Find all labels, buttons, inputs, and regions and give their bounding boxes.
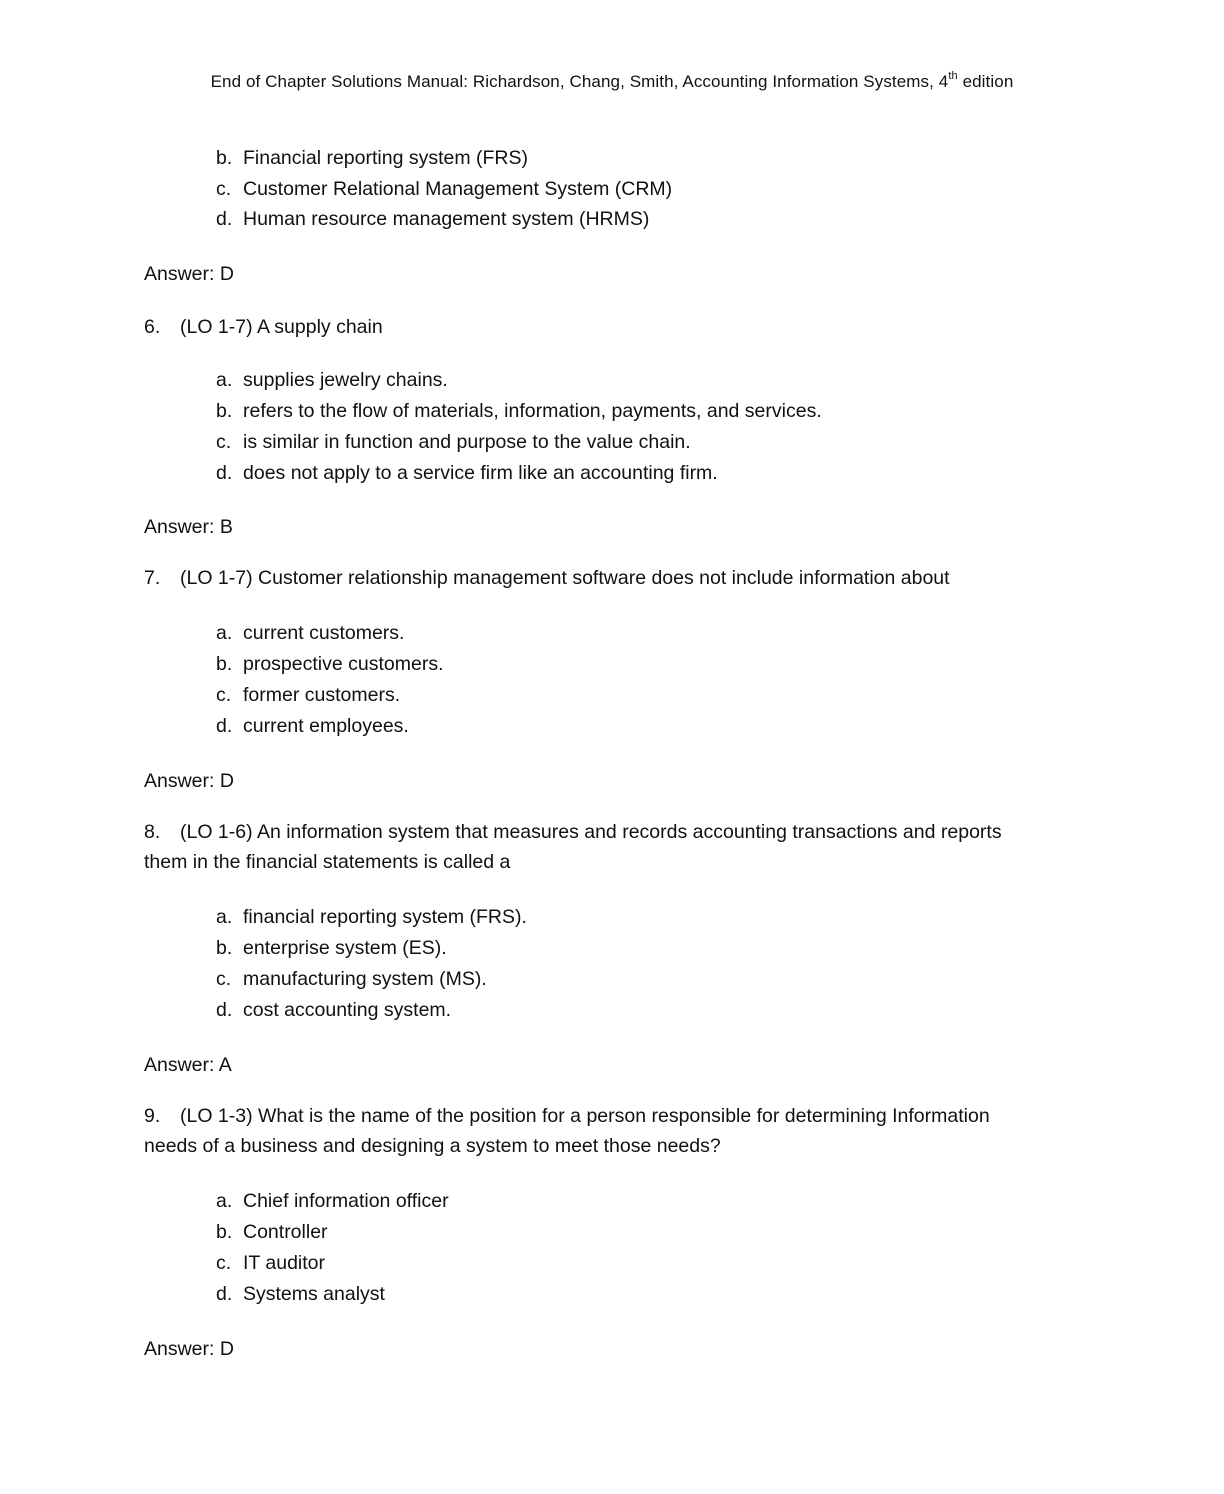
option-letter: c. (216, 968, 232, 990)
option-letter: b. (216, 400, 233, 422)
answer-line: Answer: B (144, 516, 233, 538)
page-header (0, 72, 1224, 92)
answer-line: Answer: D (144, 1338, 234, 1360)
option-letter: d. (216, 715, 233, 737)
option-text: is similar in function and purpose to the value chain. (243, 431, 691, 453)
question-text: (LO 1-6) An information system that measures and records accounting transactions and reports (180, 821, 1002, 843)
question-number: 6. (144, 316, 161, 338)
question-number: 8. (144, 821, 161, 843)
option-letter: b. (216, 1221, 233, 1243)
option-letter: c. (216, 1252, 232, 1274)
option-text: Systems analyst (243, 1283, 385, 1305)
header-tail: edition (957, 72, 1014, 91)
option-text: Customer Relational Management System (CRM) (243, 178, 673, 200)
option-letter: d. (216, 999, 233, 1021)
option-text: Chief information officer (243, 1190, 449, 1212)
option-text: IT auditor (243, 1252, 326, 1274)
option-letter: c. (216, 178, 232, 200)
option-letter: b. (216, 147, 233, 169)
option-text: manufacturing system (MS). (243, 968, 487, 990)
header-superscript: th (948, 70, 958, 83)
header-text: End of Chapter Solutions Manual: Richardson, Chang, Smith, Accounting Information Systems, 4 (210, 72, 949, 91)
option-text: enterprise system (ES). (243, 937, 447, 959)
answer-line: Answer: D (144, 770, 234, 792)
question-text: (LO 1-7) Customer relationship management software does not include information about (180, 567, 950, 589)
option-letter: a. (216, 1190, 233, 1212)
option-text: supplies jewelry chains. (243, 369, 448, 391)
option-letter: b. (216, 653, 233, 675)
option-letter: a. (216, 906, 233, 928)
option-letter: c. (216, 684, 232, 706)
option-letter: a. (216, 622, 233, 644)
option-text: current employees. (243, 715, 409, 737)
option-text: Financial reporting system (FRS) (243, 147, 528, 169)
option-letter: c. (216, 431, 232, 453)
answer-line: Answer: A (144, 1054, 232, 1076)
option-text: Controller (243, 1221, 328, 1243)
option-text: financial reporting system (FRS). (243, 906, 527, 928)
question-text: (LO 1-7) A supply chain (180, 316, 383, 338)
question-text: (LO 1-3) What is the name of the position for a person responsible for determining Information (180, 1105, 990, 1127)
option-letter: d. (216, 208, 233, 230)
question-text-continued: needs of a business and designing a system to meet those needs? (144, 1135, 721, 1157)
option-letter: a. (216, 369, 233, 391)
option-letter: d. (216, 462, 233, 484)
option-text: former customers. (243, 684, 401, 706)
question-number: 7. (144, 567, 161, 589)
question-number: 9. (144, 1105, 161, 1127)
question-text-continued: them in the financial statements is called a (144, 851, 511, 873)
option-text: refers to the flow of materials, information, payments, and services. (243, 400, 822, 422)
option-text: does not apply to a service firm like an accounting firm. (243, 462, 718, 484)
option-text: prospective customers. (243, 653, 444, 675)
option-letter: b. (216, 937, 233, 959)
option-text: Human resource management system (HRMS) (243, 208, 650, 230)
option-letter: d. (216, 1283, 233, 1305)
answer-line: Answer: D (144, 263, 234, 285)
option-text: cost accounting system. (243, 999, 452, 1021)
option-text: current customers. (243, 622, 405, 644)
